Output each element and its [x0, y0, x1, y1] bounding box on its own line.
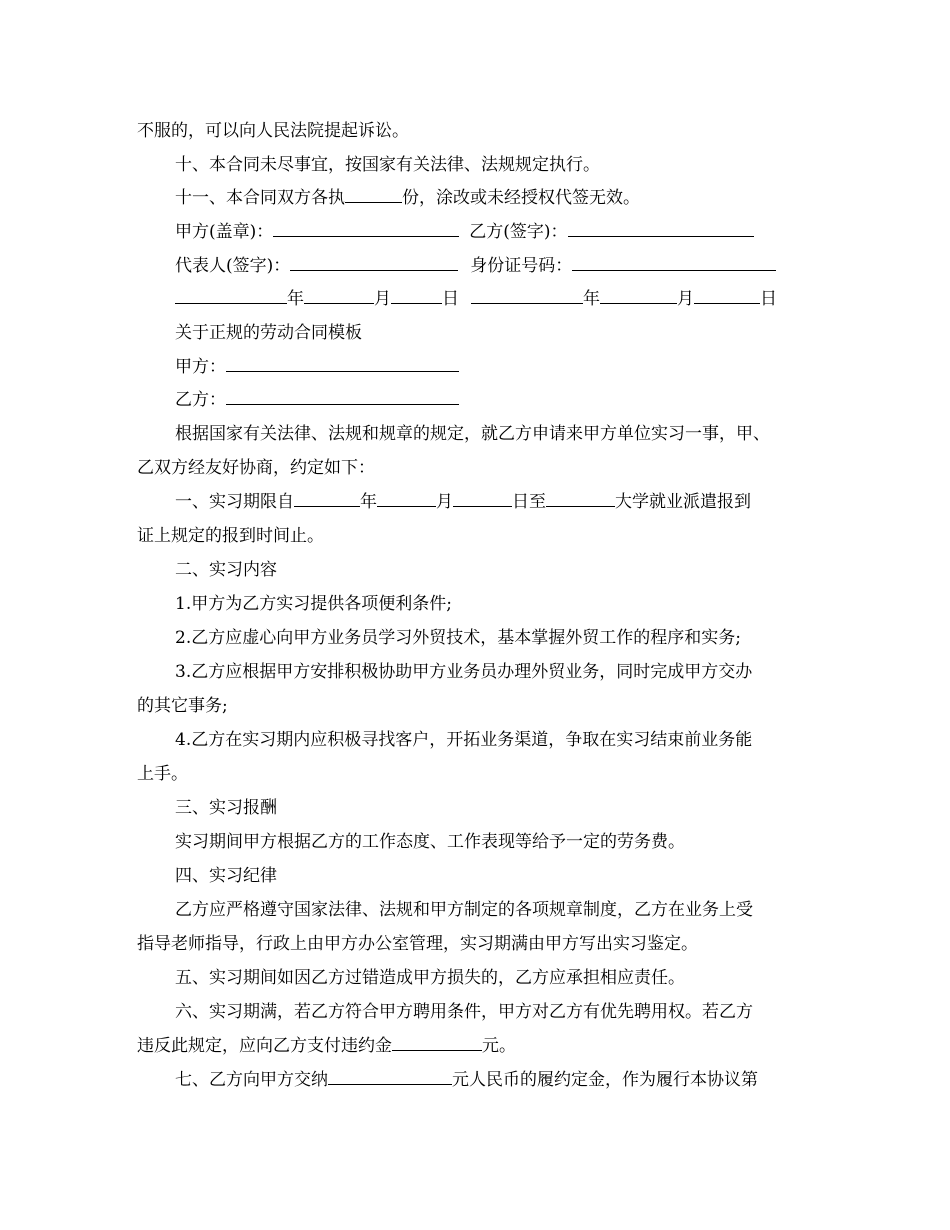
line-text: 指导老师指导，行政上由甲方办公室管理，实习期满由甲方写出实习鉴定。 [137, 934, 698, 954]
party-a-seal-label: 甲方(盖章)： [175, 222, 274, 242]
month-label: 月 [436, 492, 453, 512]
paragraph-line [175, 1063, 827, 1097]
paragraph-line [175, 995, 827, 1029]
paragraph-line [137, 114, 827, 148]
document-title [175, 316, 827, 350]
day-blank-field[interactable] [694, 284, 760, 304]
line-text: 五、实习期间如因乙方过错造成甲方损失的，乙方应承担相应责任。 [175, 968, 685, 988]
paragraph-line [175, 961, 827, 995]
copies-blank-field[interactable] [345, 183, 402, 203]
list-item [175, 621, 827, 655]
day-blank-field[interactable] [391, 284, 442, 304]
party-a-label: 甲方： [175, 357, 226, 377]
line-text: 根据国家有关法律、法规和规章的规定，就乙方申请来甲方单位实习一事，甲、 [175, 424, 770, 444]
line-text: 的其它事务; [137, 696, 228, 716]
line-text: 不服的，可以向人民法院提起诉讼。 [137, 121, 409, 141]
party-a-line [175, 350, 827, 384]
party-b-signature-field[interactable] [568, 217, 754, 237]
paragraph-line [137, 927, 827, 961]
line-text: 3.乙方应根据甲方安排积极协助甲方业务员办理外贸业务，同时完成甲方交办 [175, 662, 753, 682]
line-text: 六、实习期满，若乙方符合甲方聘用条件，甲方对乙方有优先聘用权。若乙方 [175, 1002, 753, 1022]
id-number-field[interactable] [572, 251, 776, 271]
line-text: 违反此规定，应向乙方支付违约金 [137, 1036, 392, 1056]
paragraph-line [137, 757, 827, 791]
paragraph-line [137, 519, 827, 553]
year-label: 年 [583, 289, 600, 309]
line-text: 实习期间甲方根据乙方的工作态度、工作表现等给予一定的劳务费。 [175, 832, 685, 852]
line-text: 大学就业派遣报到 [615, 492, 751, 512]
party-b-signature-label: 乙方(签字)： [469, 222, 568, 242]
year-label: 年 [360, 492, 377, 512]
section-heading [175, 553, 827, 587]
list-item [175, 655, 827, 689]
line-text: 上手。 [137, 764, 188, 784]
heading-text: 四、实习纪律 [175, 866, 277, 886]
line-text: 2.乙方应虚心向甲方业务员学习外贸技术，基本掌握外贸工作的程序和实务; [175, 628, 741, 648]
line-text: 乙双方经友好协商，约定如下： [137, 458, 375, 478]
month-blank-field[interactable] [600, 284, 677, 304]
line-text: 日至 [512, 492, 546, 512]
paragraph-line [137, 689, 827, 723]
id-number-label: 身份证号码： [470, 256, 573, 276]
paragraph-line [175, 825, 827, 859]
list-item [175, 723, 827, 757]
line-text: 份，涂改或未经授权代签无效。 [402, 188, 640, 208]
section-heading [175, 859, 827, 893]
start-month-field[interactable] [377, 487, 436, 507]
day-label: 日 [760, 289, 777, 309]
year-blank-field[interactable] [471, 284, 583, 304]
clause-11 [175, 181, 827, 215]
line-text: 4.乙方在实习期内应积极寻找客户，开拓业务渠道，争取在实习结束前业务能 [175, 730, 753, 750]
party-b-label: 乙方： [175, 390, 226, 410]
university-field[interactable] [546, 487, 615, 507]
signature-line-party-a-b [175, 215, 827, 249]
penalty-amount-field[interactable] [392, 1031, 482, 1051]
deposit-amount-field[interactable] [328, 1065, 452, 1085]
clause-10 [175, 148, 827, 182]
party-b-line [175, 383, 827, 417]
line-text: 七、乙方向甲方交纳 [175, 1070, 328, 1090]
section-heading [175, 791, 827, 825]
paragraph-line [137, 1029, 827, 1063]
month-label: 月 [374, 289, 391, 309]
representative-signature-field[interactable] [290, 251, 458, 271]
date-line [175, 282, 827, 316]
start-day-field[interactable] [453, 487, 512, 507]
day-label: 日 [442, 289, 459, 309]
signature-line-representative [175, 249, 827, 283]
clause-1-internship-period [175, 485, 827, 519]
party-a-seal-field[interactable] [273, 217, 459, 237]
line-text: 元人民币的履约定金，作为履行本协议第 [452, 1070, 758, 1090]
line-text: 元。 [482, 1036, 516, 1056]
heading-text: 二、实习内容 [175, 560, 277, 580]
year-blank-field[interactable] [175, 284, 287, 304]
month-label: 月 [677, 289, 694, 309]
preamble-line [175, 417, 827, 451]
party-b-name-field[interactable] [226, 385, 459, 405]
line-text: 十、本合同未尽事宜，按国家有关法律、法规规定执行。 [175, 155, 600, 175]
paragraph-line [175, 893, 827, 927]
line-text: 证上规定的报到时间止。 [137, 526, 324, 546]
list-item [175, 587, 827, 621]
preamble-line [137, 451, 827, 485]
year-label: 年 [287, 289, 304, 309]
line-text: 1.甲方为乙方实习提供各项便利条件; [175, 594, 452, 614]
line-text: 乙方应严格遵守国家法律、法规和甲方制定的各项规章制度，乙方在业务上受 [175, 900, 753, 920]
heading-text: 三、实习报酬 [175, 798, 277, 818]
representative-signature-label: 代表人(签字)： [175, 256, 291, 276]
line-text: 十一、本合同双方各执 [175, 188, 345, 208]
start-year-field[interactable] [294, 487, 360, 507]
line-text: 一、实习期限自 [175, 492, 294, 512]
month-blank-field[interactable] [304, 284, 374, 304]
title-text: 关于正规的劳动合同模板 [175, 323, 362, 343]
party-a-name-field[interactable] [226, 352, 459, 372]
